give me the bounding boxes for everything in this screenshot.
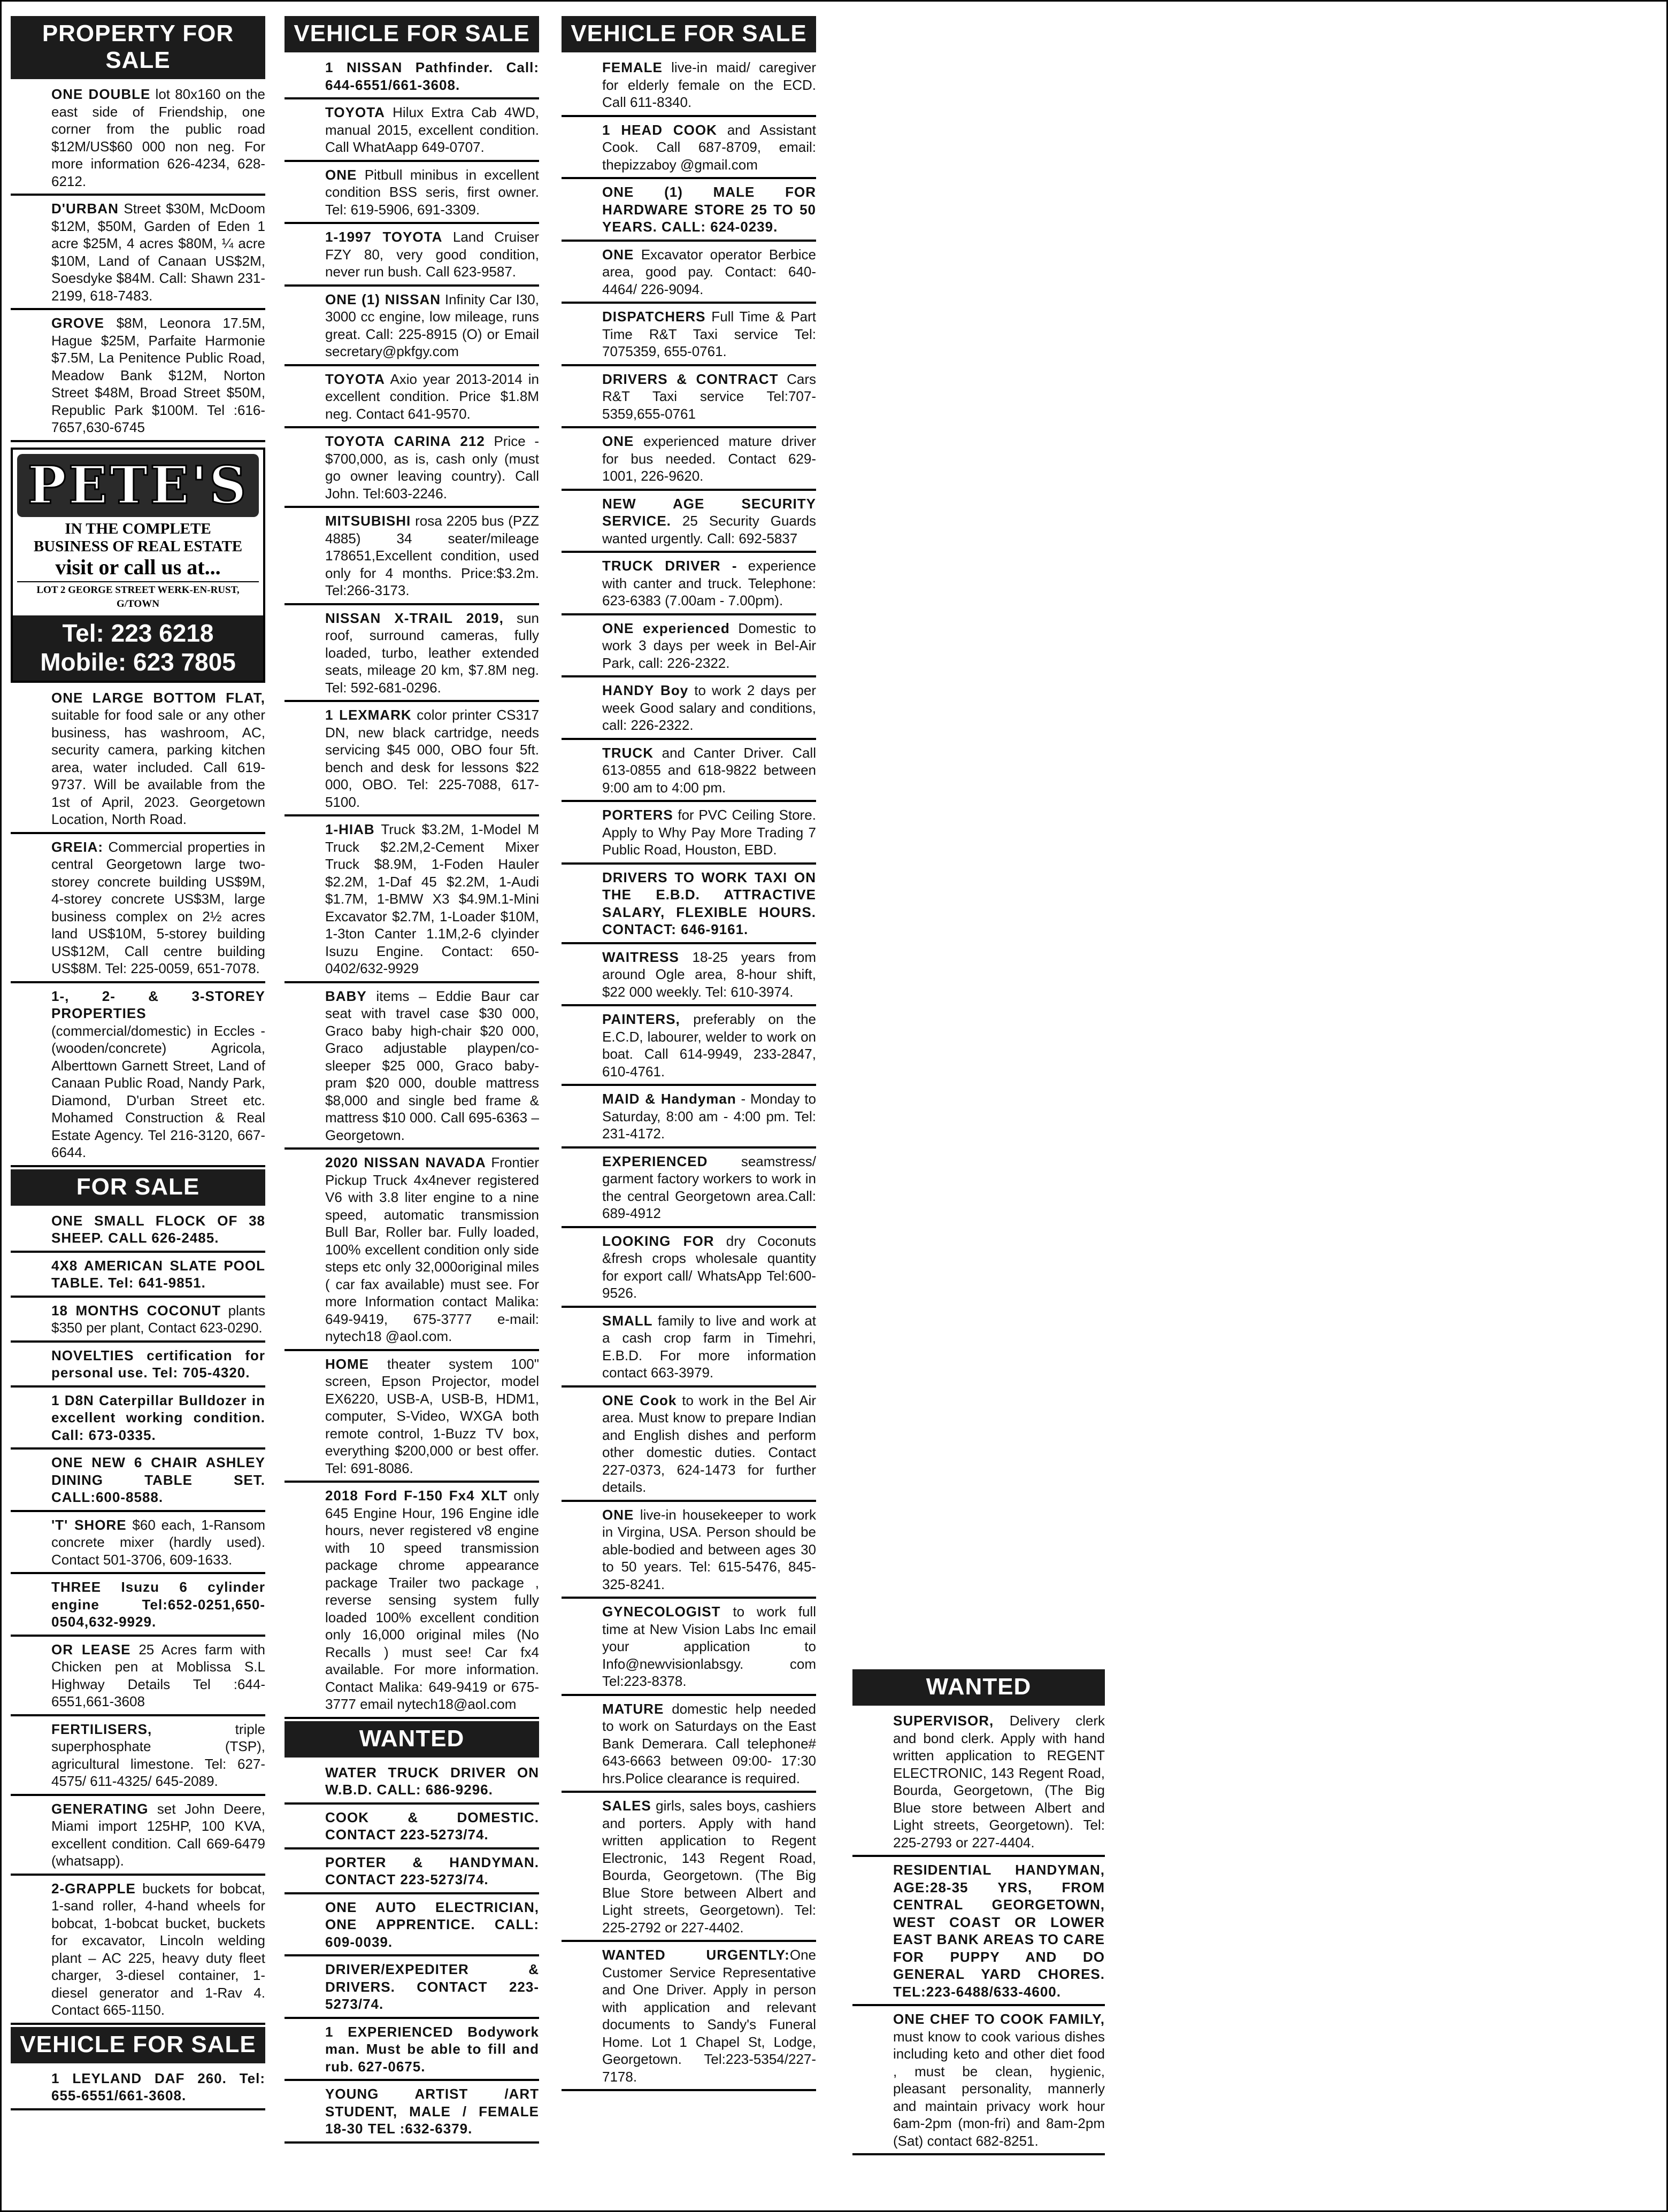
- ad-lead: 18 MONTHS COCONUT: [51, 1302, 221, 1319]
- ad-body: triple superphosphate (TSP), agricultural limestone. Tel: 627-4575/ 611-4325/ 645-2089.: [51, 1721, 265, 1789]
- column-1: [11, 16, 265, 2198]
- ad-lead: DRIVERS & CONTRACT: [602, 371, 779, 387]
- classified-ad: [285, 289, 539, 366]
- ad-body: Street $30M, McDoom $12M, $50M, Garden of Eden 1 acre $25M, 4 acres $80M, ¼ acre $10M, Land of Canaan US$2M, Soesdyke $84M. Call: Shawn 231-2199, 618-7483.: [51, 201, 265, 304]
- classified-ad: [11, 1576, 265, 1637]
- ad-lead: WAITRESS: [602, 949, 679, 965]
- ad-lead: FERTILISERS,: [51, 1721, 152, 1737]
- ad-lead: ONE AUTO ELECTRICIAN, ONE APPRENTICE. CALL: 609-0039.: [325, 1899, 539, 1950]
- ad-body: only 645 Engine Hour, 196 Engine idle hours, never registered v8 engine with 10 speed transmission package chrome appearance package Trailer two package , reverse sensing system fully loaded 100% excellent condition only 16,000 original miles (No Recalls ) must see! Car fx4 available. For more information. Contact Malika: 649-9419 or 675-3777 email nytech18@aol.com: [325, 1487, 539, 1712]
- ad-body: live-in maid/ caregiver for elderly female on the ECD. Call 611-8340.: [602, 59, 816, 110]
- classified-ad: [11, 1345, 265, 1388]
- ad-body: rosa 2205 bus (PZZ 4885) 34 seater/mileage 178651,Excellent condition, used only for 4 months. Price:$3.2m. Tel:266-3173.: [325, 513, 539, 598]
- ads-group: [11, 1210, 265, 2025]
- classified-ad: [11, 312, 265, 442]
- ad-lead: DRIVER/EXPEDITER & DRIVERS. CONTACT 223-5273/74.: [325, 1961, 539, 2012]
- ad-lead: NOVELTIES certification for personal use. Tel: 705-4320.: [51, 1347, 265, 1381]
- ad-lead: 1 NISSAN Pathfinder. Call: 644-6551/661-3608.: [325, 59, 539, 93]
- classified-ad: [285, 704, 539, 816]
- classified-ad: [562, 680, 816, 740]
- ad-lead: ONE: [602, 246, 634, 263]
- ad-lead: SUPERVISOR,: [893, 1713, 994, 1729]
- ads-group: [11, 2068, 265, 2110]
- logo-address: LOT 2 GEORGE STREET WERK-EN-RUST, G/TOWN: [17, 581, 259, 611]
- classified-ad: [11, 1300, 265, 1343]
- ad-lead: ONE NEW 6 CHAIR ASHLEY DINING TABLE SET. CALL:600-8588.: [51, 1454, 265, 1505]
- classified-ad: [562, 1698, 816, 1793]
- ad-lead: GROVE: [51, 315, 104, 331]
- column-4: [852, 1669, 1105, 2183]
- ad-body: Axio year 2013-2014 in excellent condition. Price $1.8M neg. Contact 641-9570.: [325, 371, 539, 422]
- classified-ad: [285, 2083, 539, 2144]
- ad-body: Delivery clerk and bond clerk. Apply with hand written application to REGENT ELECTRONIC, 143 Regent Road, Bourda, Georgetown, (The Big Blue store between Albert and Light streets, Georgetown). Tel: 225-2793 or 227-4404.: [893, 1713, 1105, 1851]
- classified-ad: [11, 2068, 265, 2110]
- ad-lead: MAID & Handyman: [602, 1091, 736, 1107]
- ad-body: to work 2 days per week Good salary and conditions, call: 226-2322.: [602, 682, 816, 733]
- ad-body: Price - $700,000, as is, cash only (must go owner leaving country). Call John. Tel:603-2246.: [325, 433, 539, 502]
- logo-phones: [13, 615, 263, 681]
- classified-ad: [285, 1485, 539, 1719]
- logo-line-3: visit or call us at...: [55, 554, 221, 579]
- classified-ad: [11, 1718, 265, 1796]
- classified-ad: [285, 368, 539, 429]
- classified-ad: [11, 1210, 265, 1253]
- section-header-vehicle-for-sale: VEHICLE FOR SALE: [11, 2027, 265, 2063]
- logo-mobile: Mobile: 623 7805: [40, 648, 236, 676]
- ad-body: - Monday to Saturday, 8:00 am - 4:00 pm. Tel: 231-4172.: [602, 1091, 816, 1142]
- ad-lead: ONE SMALL FLOCK OF 38 SHEEP. CALL 626-2485.: [51, 1212, 265, 1246]
- ad-lead: PORTER & HANDYMAN. CONTACT 223-5273/74.: [325, 1854, 539, 1887]
- ad-lead: TRUCK: [602, 744, 654, 761]
- ad-lead: SMALL: [602, 1312, 653, 1329]
- classified-ad: [562, 119, 816, 180]
- ad-body: items – Eddie Baur car seat with travel case $30 000, Graco baby high-chair $20 000, Graco adjustable playpen/co-sleeper $25 000, Graco baby-pram $20 000, double mattress $8,000 and single bed frame & mattress $10 000. Call 695-6363 – Georgetown.: [325, 988, 539, 1143]
- classified-ad: [562, 368, 816, 429]
- ad-body: color printer CS317 DN, new black cartridge, needs servicing $45 000, OBO four 5ft. bench and desk for lessons $22 000, OBO. Tel: 225-7088, 617-5100.: [325, 707, 539, 810]
- ad-body: to work full time at New Vision Labs Inc email your application to Info@newvisionlabsgy. com Tel:223-8378.: [602, 1604, 816, 1689]
- classified-ad: [11, 83, 265, 196]
- ad-lead: ONE: [602, 433, 634, 449]
- ad-body: live-in housekeeper to work in Virgina, USA. Person should be able-bodied and between ages 30 to 50 years. Tel: 615-5476, 845-325-8241.: [602, 1506, 816, 1592]
- classified-ad: [11, 687, 265, 834]
- ad-lead: COOK & DOMESTIC. CONTACT 223-5273/74.: [325, 1809, 539, 1843]
- section-header-for-sale: FOR SALE: [11, 1169, 265, 1206]
- ad-body: Excavator operator Berbice area, good pay. Contact: 640-4464/ 226-9094.: [602, 246, 816, 297]
- ad-lead: SALES: [602, 1798, 651, 1814]
- classified-ad: [562, 946, 816, 1007]
- ad-body: dry Coconuts &fresh crops wholesale quantity for export call/ WhatsApp Tel:600-9526.: [602, 1232, 816, 1301]
- classified-ad: [562, 306, 816, 366]
- section-header-wanted: WANTED: [852, 1669, 1105, 1706]
- ad-lead: RESIDENTIAL HANDYMAN, AGE:28-35 YRS, FROM CENTRAL GEORGETOWN, WEST COAST OR LOWER EAST BANK AREAS TO CARE FOR PUPPY AND DO GENERAL YARD CHORES. TEL:223-6488/633-4600.: [893, 1862, 1105, 2000]
- ad-lead: GREIA:: [51, 838, 103, 855]
- ad-lead: ONE experienced: [602, 620, 730, 636]
- classified-ad: [562, 1088, 816, 1149]
- ad-lead: WANTED URGENTLY:: [602, 1947, 790, 1963]
- ad-body: lot 80x160 on the east side of Friendship, one corner from the public road $12M/US$60 000 non neg. For more information 626-4234, 628-6212.: [51, 86, 265, 189]
- ad-lead: 1 HEAD COOK: [602, 121, 717, 138]
- classified-ad: [285, 226, 539, 287]
- classified-ad: [562, 57, 816, 117]
- classified-ad: [285, 102, 539, 162]
- ad-lead: 2020 NISSAN NAVADA: [325, 1154, 486, 1170]
- classified-ad: [562, 867, 816, 944]
- ad-lead: GENERATING: [51, 1800, 149, 1817]
- classified-ad: [285, 2021, 539, 2082]
- classified-ad: [285, 510, 539, 605]
- ad-lead: ONE (1) NISSAN: [325, 291, 441, 307]
- ad-lead: ONE: [602, 1506, 634, 1523]
- classified-ad: [285, 1852, 539, 1894]
- ad-lead: BABY: [325, 988, 367, 1004]
- ad-body: set John Deere, Miami import 125HP, 100 KVA, excellent condition. Call 669-6479 (whatsapp).: [51, 1800, 265, 1869]
- ad-lead: OR LEASE: [51, 1641, 131, 1658]
- ad-lead: 2-GRAPPLE: [51, 1880, 136, 1897]
- ad-body: theater system 100" screen, Epson Projector, model EX6220, USB-A, USB-B, HDM1, computer, S-Video, WXGA both remote control, 1-Buzz TV box, everything $200,000 or best offer. Tel: 691-8086.: [325, 1355, 539, 1476]
- ad-body: Domestic to work 3 days per week in Bel-Air Park, call: 226-2322.: [602, 620, 816, 671]
- ad-body: Truck $3.2M, 1-Model M Truck $2.2M,2-Cement Mixer Truck $8.9M, 1-Foden Hauler $2.2M, 1-Daf 45 $2.2M, 1-Audi $1.7M, 1-BMW X3 $4.9M.1-Mini Excavator $2.7M, 1-Loader $10M, 1-3ton Canter 1.1M,2-6 clyinder Isuzu Engine. Contact: 650-0402/632-9929: [325, 821, 539, 976]
- classified-ad: [852, 1859, 1105, 2006]
- ad-lead: ONE CHEF TO COOK FAMILY,: [893, 2011, 1105, 2027]
- ads-group: [285, 1762, 539, 2144]
- classified-ad: [285, 430, 539, 508]
- ad-lead: 1-, 2- & 3-STOREY PROPERTIES: [51, 988, 265, 1021]
- ads-group: [852, 1710, 1105, 2155]
- classified-ad: [11, 1390, 265, 1450]
- ad-lead: ONE Cook: [602, 1392, 677, 1408]
- ad-lead: PAINTERS,: [602, 1011, 680, 1027]
- classified-ad: [285, 1959, 539, 2019]
- classified-ad: [11, 1878, 265, 2025]
- classified-ad: [285, 1353, 539, 1483]
- ads-group: [11, 83, 265, 442]
- ad-body: domestic help needed to work on Saturdays on the East Bank Demerara. Call telephone# 643-6663 between 09:00- 17:30 hrs.Police clearance is required.: [602, 1700, 816, 1786]
- classified-ad: [562, 1151, 816, 1228]
- classified-ad: [562, 1601, 816, 1696]
- ad-body: Cars R&T Taxi service Tel:707-5359,655-0761: [602, 371, 816, 422]
- ad-body: for PVC Ceiling Store. Apply to Why Pay More Trading 7 Public Road, Houston, EBD.: [602, 807, 816, 858]
- ad-lead: 4X8 AMERICAN SLATE POOL TABLE. Tel: 641-9851.: [51, 1257, 265, 1291]
- classified-ad: [11, 985, 265, 1167]
- ad-lead: 2018 Ford F-150 Fx4 XLT: [325, 1487, 508, 1504]
- section-header-wanted: WANTED: [285, 1721, 539, 1758]
- classified-ad: [11, 1514, 265, 1575]
- classified-ad: [852, 1710, 1105, 1857]
- ad-body: experience with canter and truck. Telephone: 623-6383 (7.00am - 7.00pm).: [602, 558, 816, 608]
- ad-lead: ONE DOUBLE: [51, 86, 151, 102]
- classified-ad: [562, 244, 816, 304]
- ad-lead: ONE: [325, 166, 357, 183]
- logo-tel: Tel: 223 6218: [62, 619, 214, 647]
- ad-body: plants $350 per plant, Contact 623-0290.: [51, 1302, 265, 1336]
- petes-real-estate-logo: [11, 448, 265, 683]
- classified-ad: [562, 430, 816, 491]
- ads-group: [562, 57, 816, 2091]
- section-header-vehicle-for-sale: VEHICLE FOR SALE: [285, 16, 539, 52]
- ad-lead: MITSUBISHI: [325, 513, 411, 529]
- ad-body: must know to cook various dishes including keto and other diet food , must be clean, hygienic, pleasant personality, mannerly and maintain privacy work hour 6am-2pm (mon-fri) and 8am-2pm (Sat) contact 682-8251.: [893, 2028, 1105, 2149]
- ad-lead: 1-HIAB: [325, 821, 375, 837]
- ad-lead: 1-1997 TOYOTA: [325, 229, 443, 245]
- ad-body: 25 Acres farm with Chicken pen at Moblissa S.L Highway Details Tel :644-6551,661-3608: [51, 1641, 265, 1709]
- classified-ad: [285, 985, 539, 1150]
- ad-body: and Assistant Cook. Call 687-8709, email: thepizzaboy @gmail.com: [602, 121, 816, 173]
- ad-lead: 1 LEYLAND DAF 260. Tel: 655-6551/661-3608.: [51, 2070, 265, 2103]
- ad-body: (commercial/domestic) in Eccles - (wooden/concrete) Agricola, Alberttown Garnett Street, Land of Canaan Public Road, Nandy Park, Diamond, D'urban Street etc. Mohamed Construction & Real Estate Agency. Tel 216-3120, 667-6644.: [51, 1022, 265, 1160]
- classified-ad: [285, 1152, 539, 1351]
- ad-body: family to live and work at a cash crop farm in Timehri, E.B.D. For more information contact 663-3979.: [602, 1312, 816, 1381]
- ad-body: seamstress/ garment factory workers to work in the central Georgetown area.Call: 689-4912: [602, 1153, 816, 1221]
- ad-body: Land Cruiser FZY 80, very good condition, never run bush. Call 623-9587.: [325, 229, 539, 280]
- ad-body: to work in the Bel Air area. Must know to prepare Indian and English dishes and perform other domestic duties. Contact 227-0373, 624-1473 for further details.: [602, 1392, 816, 1495]
- classified-ad: [562, 1310, 816, 1388]
- classified-ad: [562, 804, 816, 865]
- ad-body: Full Time & Part Time R&T Taxi service Tel: 7075359, 655-0761.: [602, 309, 816, 359]
- ad-body: Hilux Extra Cab 4WD, manual 2015, excellent condition. Call WhatAapp 649-0707.: [325, 104, 539, 155]
- classified-ad: [562, 1504, 816, 1599]
- ad-lead: 1 EXPERIENCED Bodywork man. Must be able to fill and rub. 627-0675.: [325, 2023, 539, 2075]
- classified-ad: [562, 1795, 816, 1942]
- classified-ad: [285, 607, 539, 703]
- classified-ad: [285, 819, 539, 983]
- ad-lead: D'URBAN: [51, 201, 119, 217]
- ad-lead: GYNECOLOGIST: [602, 1604, 721, 1620]
- ads-group: [285, 57, 539, 1719]
- ad-lead: NEW AGE SECURITY SERVICE.: [602, 495, 816, 529]
- ad-lead: YOUNG ARTIST /ART STUDENT, MALE / FEMALE 18-30 TEL :632-6379.: [325, 2086, 539, 2137]
- classified-ad: [562, 1390, 816, 1502]
- petes-logo-mark: PETE'S: [17, 454, 259, 517]
- column-2: [285, 16, 539, 2198]
- ad-lead: DRIVERS TO WORK TAXI ON THE E.B.D. ATTRACTIVE SALARY, FLEXIBLE HOURS. CONTACT: 646-9161.: [602, 869, 816, 937]
- ad-lead: 1 D8N Caterpillar Bulldozer in excellent working condition. Call: 673-0335.: [51, 1392, 265, 1443]
- classified-ad: [852, 2008, 1105, 2155]
- ad-body: Frontier Pickup Truck 4x4never registered V6 with 3.8 liter engine to a nine speed, automatic transmission Bull Bar, Roller bar. Fully loaded, 100% excellent condition only side steps etc only 32,000original miles ( car fax available) must see. For more Information contact Malika: 649-9419, 675-3777 e-mail: nytech18 @aol.com.: [325, 1154, 539, 1344]
- classified-ad: [562, 493, 816, 553]
- classified-ad: [11, 1639, 265, 1716]
- classified-ad: [285, 57, 539, 99]
- ad-body: Pitbull minibus in excellent condition BSS seris, first owner. Tel: 619-5906, 691-3309.: [325, 166, 539, 218]
- ad-lead: HOME: [325, 1355, 369, 1372]
- classified-ad: [285, 1762, 539, 1805]
- logo-line-2: BUSINESS OF REAL ESTATE: [33, 537, 243, 555]
- classified-ad: [562, 1008, 816, 1086]
- ad-lead: ONE LARGE BOTTOM FLAT,: [51, 689, 265, 706]
- ad-lead: EXPERIENCED: [602, 1153, 708, 1169]
- classified-ad: [11, 1255, 265, 1298]
- classified-ad: [562, 181, 816, 242]
- ad-body: Infinity Car I30, 3000 cc engine, low mileage, runs great. Call: 225-8915 (O) or Email secretary@pkfgy.com: [325, 291, 539, 359]
- ad-lead: TOYOTA CARINA 212: [325, 433, 485, 449]
- ad-body: $60 each, 1-Ransom concrete mixer (hardly used). Contact 501-3706, 609-1633.: [51, 1516, 265, 1568]
- ad-body: experienced mature driver for bus needed. Contact 629-1001, 226-9620.: [602, 433, 816, 484]
- ad-lead: WATER TRUCK DRIVER ON W.B.D. CALL: 686-9296.: [325, 1764, 539, 1798]
- classified-ad: [11, 198, 265, 310]
- classified-ad: [562, 1944, 816, 2091]
- classified-ad: [562, 555, 816, 615]
- ad-body: suitable for food sale or any other business, has washroom, AC, security camera, parking kitchen area, water included. Call 619-9737. Will be available from the 1st of April, 2023. Georgetown Location, North Road.: [51, 707, 265, 827]
- classified-ad: [11, 836, 265, 983]
- ad-lead: TOYOTA: [325, 371, 385, 387]
- ad-lead: NISSAN X-TRAIL 2019,: [325, 610, 504, 626]
- ad-body: buckets for bobcat, 1-sand roller, 4-hand wheels for bobcat, 1-bobcat bucket, buckets for excavator, Lincoln welding plant – AC 225, heavy duty fleet charger, 3-diesel container, 1-diesel generator and 1-Rav 4. Contact 665-1150.: [51, 1880, 265, 2018]
- ad-body: and Canter Driver. Call 613-0855 and 618-9822 between 9:00 am to 4:00 pm.: [602, 744, 816, 796]
- classified-ad: [562, 618, 816, 678]
- ad-body: preferably on the E.C.D, labourer, welder to work on boat. Call 614-9949, 233-2847, 610-4761.: [602, 1011, 816, 1080]
- ad-body: girls, sales boys, cashiers and porters. Apply with hand written application to Regent Electronic, 143 Regent Road, Bourda, Georgetown. (The Big Blue Store between Albert and Light streets, Georgetown). Tel: 225-2792 or 227-4402.: [602, 1798, 816, 1936]
- classified-ad: [11, 1452, 265, 1512]
- classified-ad: [285, 164, 539, 225]
- ad-body: 25 Security Guards wanted urgently. Call: 692-5837: [602, 513, 816, 546]
- ad-body: 18-25 years from around Ogle area, 8-hour shift, $22 000 weekly. Tel: 610-3974.: [602, 949, 816, 1000]
- classified-ad: [562, 742, 816, 803]
- ad-lead: HANDY Boy: [602, 682, 689, 698]
- column-3: [562, 16, 816, 2198]
- ad-body: $8M, Leonora 17.5M, Hague $25M, Parfaite Harmonie $7.5M, La Penitence Public Road, Meadow Bank $12M, Norton Street $48M, Broad Street $50M, Republic Park $100M. Tel :616-7657,630-6745: [51, 315, 265, 435]
- ad-lead: FEMALE: [602, 59, 663, 75]
- ad-body: sun roof, surround cameras, fully loaded, turbo, leather extended seats, mileage 20 km, $7.8M neg. Tel: 592-681-0296.: [325, 610, 539, 696]
- classified-ad: [285, 1807, 539, 1849]
- ad-lead: DISPATCHERS: [602, 309, 706, 325]
- ad-lead: MATURE: [602, 1700, 664, 1717]
- classified-ad: [285, 1897, 539, 1957]
- ad-lead: ONE (1) MALE FOR HARDWARE STORE 25 TO 50 YEARS. CALL: 624-0239.: [602, 184, 816, 235]
- ad-lead: 1 LEXMARK: [325, 707, 412, 723]
- section-header-property-for-sale: PROPERTY FOR SALE: [11, 16, 265, 79]
- ad-lead: TOYOTA: [325, 104, 385, 120]
- classified-ad: [562, 1230, 816, 1308]
- ad-lead: PORTERS: [602, 807, 673, 823]
- logo-line-1: IN THE COMPLETE: [65, 520, 211, 537]
- ad-lead: 'T' SHORE: [51, 1516, 127, 1533]
- ad-body: One Customer Service Representative and One Driver. Apply in person with application and relevant documents to Sandy's Funeral Home. Lot 1 Chapel St, Lodge, Georgetown. Tel:223-5354/227-7178.: [602, 1947, 816, 2085]
- ads-group: [11, 687, 265, 1167]
- ad-lead: THREE Isuzu 6 cylinder engine Tel:652-0251,650-0504,632-9929.: [51, 1579, 265, 1630]
- ad-body: Commercial properties in central Georgetown large two-storey concrete building US$9M, 4-storey concrete US$3M, large business complex on 2½ acres land US$10M, 5-storey building US$12M, Call centre building US$8M. Tel: 225-0059, 651-7078.: [51, 838, 265, 976]
- classified-ad: [11, 1798, 265, 1876]
- ad-lead: LOOKING FOR: [602, 1232, 714, 1249]
- section-header-vehicle-for-sale: VEHICLE FOR SALE: [562, 16, 816, 52]
- ad-lead: TRUCK DRIVER -: [602, 558, 737, 574]
